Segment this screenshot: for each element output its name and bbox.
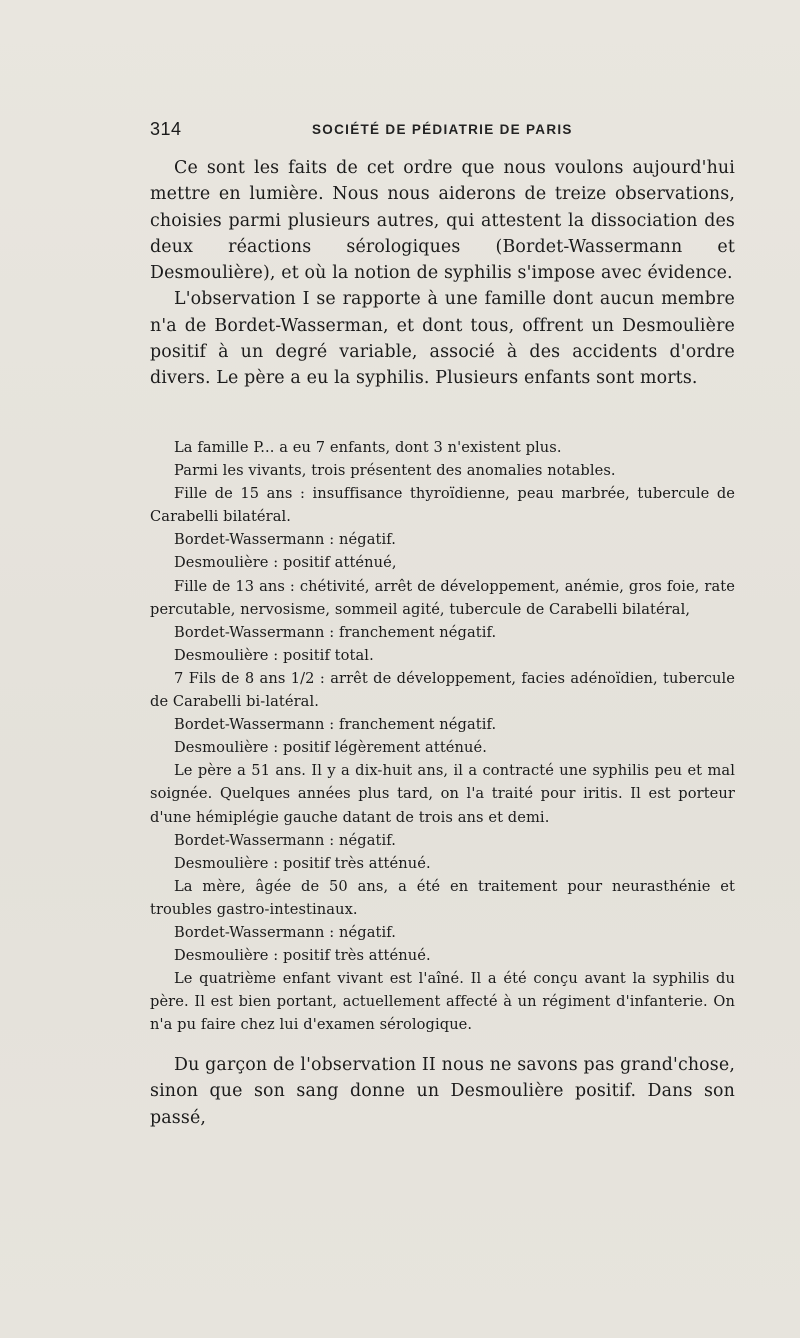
paragraph-intro: Ce sont les faits de cet ordre que nous voulons aujourd'hui mettre en lumière. Nous nous aiderons de treize observations, choisies parmi plusieurs autres, qui attestent la dissociation des deux réactions sérologiques (Bordet-Wassermann et Desmoulière), et où la notion de syphilis s'impose avec évidence. (150, 158, 735, 284)
paragraph-observation-ii: Du garçon de l'observation II nous ne savons pas grand'chose, sinon que son sang donne un Desmoulière positif. Dans son passé, (150, 1055, 735, 1128)
obs-line-eldest: Le quatrième enfant vivant est l'aîné. Il a été conçu avant la syphilis du père. Il est bien portant, actuellement affecté à un régiment d'infanterie. On n'a pu faire chez lui d'examen sérologique. (150, 970, 735, 1034)
obs-line-desm-1: Desmoulière : positif atténué, (174, 554, 397, 572)
obs-line-bw-5: Bordet-Wassermann : négatif. (174, 923, 396, 941)
obs-line-desm-2: Desmoulière : positif total. (174, 646, 374, 664)
obs-line-desm-3: Desmoulière : positif légèrement atténué. (174, 739, 487, 757)
obs-line-bw-1: Bordet-Wassermann : négatif. (174, 531, 396, 549)
obs-line-bw-4: Bordet-Wassermann : négatif. (174, 831, 396, 849)
obs-line-family: La famille P... a eu 7 enfants, dont 3 n'existent plus. (174, 439, 562, 456)
running-head: SOCIÉTÉ DE PÉDIATRIE DE PARIS (312, 122, 573, 137)
obs-line-living: Parmi les vivants, trois présentent des anomalies notables. (174, 462, 616, 480)
main-text-top (150, 155, 735, 392)
main-text-bottom (150, 1052, 735, 1131)
obs-line-son-8: 7 Fils de 8 ans 1/2 : arrêt de développement, facies adénoïdien, tubercule de Carabelli bi-latéral. (150, 669, 735, 711)
page-header (150, 119, 740, 143)
obs-line-bw-3: Bordet-Wassermann : franchement négatif. (174, 716, 497, 734)
obs-line-daughter-13: Fille de 13 ans : chétivité, arrêt de développement, anémie, gros foie, rate percutable, nervosisme, sommeil agité, tubercule de Carabelli bilatéral, (150, 577, 735, 618)
obs-line-bw-2: Bordet-Wassermann : franchement négatif. (174, 623, 497, 641)
obs-line-desm-4: Desmoulière : positif très atténué. (174, 854, 431, 872)
obs-line-daughter-15: Fille de 15 ans : insuffisance thyroïdienne, peau marbrée, tubercule de Carabelli bilatéral. (150, 485, 735, 526)
paragraph-observation-i-summary: L'observation I se rapporte à une famille dont aucun membre n'a de Bordet-Wasserman, et dont tous, offrent un Desmoulière positif à un degré variable, associé à des accidents d'ordre divers. Le père a eu la syphilis. Plusieurs enfants sont morts. (150, 289, 735, 389)
obs-line-desm-5: Desmoulière : positif très atténué. (174, 947, 431, 965)
obs-line-mother: La mère, âgée de 50 ans, a été en traitement pour neurasthénie et troubles gastro-intestinaux. (150, 877, 735, 918)
observation-i-details (150, 436, 735, 1036)
obs-line-father: Le père a 51 ans. Il y a dix-huit ans, il a contracté une syphilis peu et mal soignée. Quelques années plus tard, on l'a traité pour iritis. Il est porteur d'une hémiplégie gauche datant de trois ans et demi. (150, 762, 735, 826)
page-number: 314 (150, 119, 182, 139)
